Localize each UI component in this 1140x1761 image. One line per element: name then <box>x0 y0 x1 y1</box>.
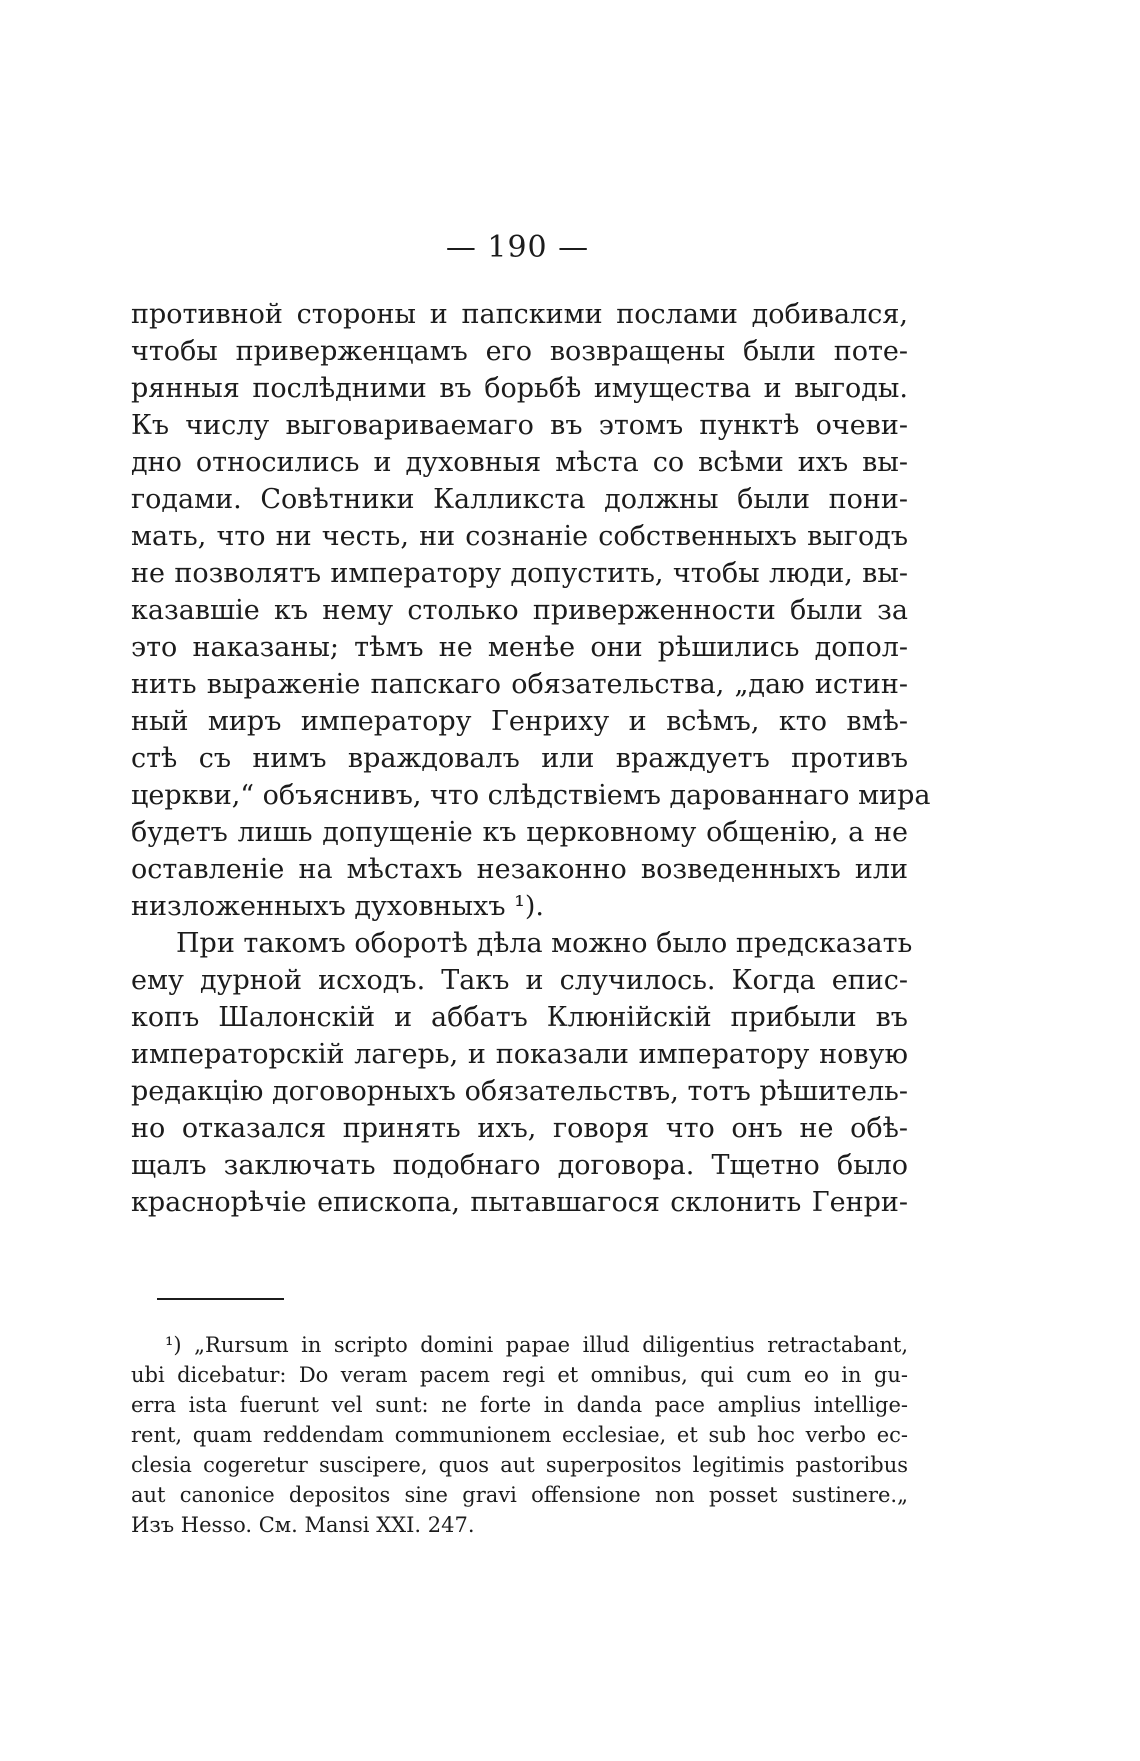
text-line: редакцію договорныхъ обязательствъ, тотъ рѣшитель- <box>131 1076 908 1107</box>
text-line: императорскій лагерь, и показали императору новую <box>131 1039 908 1070</box>
text-line: казавшіе къ нему столько приверженности были за <box>131 595 908 626</box>
footnote-line: aut canonice depositos sine gravi offensione non posset sustinere.„ <box>131 1483 908 1507</box>
footnote-line: ¹) „Rursum in scripto domini papae illud diligentius retractabant, <box>165 1333 908 1357</box>
text-line: не позволятъ императору допустить, чтобы люди, вы- <box>131 558 908 589</box>
text-line: стѣ съ нимъ враждовалъ или враждуетъ противъ <box>131 743 908 774</box>
text-line: противной стороны и папскими послами добивался, <box>131 299 908 330</box>
text-line: но отказался принять ихъ, говоря что онъ не обѣ- <box>131 1113 908 1144</box>
text-line: Къ числу выговариваемаго въ этомъ пунктѣ очеви- <box>131 410 908 441</box>
text-line: ему дурной исходъ. Такъ и случилось. Когда епис- <box>131 965 908 996</box>
footnote <box>131 1330 908 1540</box>
text-line: дно относились и духовныя мѣста со всѣми ихъ вы- <box>131 447 908 478</box>
text-line: копъ Шалонскій и аббатъ Клюнійскій прибыли въ <box>131 1002 908 1033</box>
main-text <box>131 296 931 1221</box>
text-line: нить выраженіе папскаго обязательства, „даю истин- <box>131 669 908 700</box>
text-line: церкви,“ объяснивъ, что слѣдствіемъ дарованнаго мира <box>131 780 931 811</box>
paragraph-end-line: низложенныхъ духовныхъ ¹). <box>131 891 545 922</box>
footnote-line: ubi dicebatur: Do veram pacem regi et omnibus, qui cum eo in gu- <box>131 1363 908 1387</box>
text-line: щалъ заключать подобнаго договора. Тщетно было <box>131 1150 908 1181</box>
text-line: оставленіе на мѣстахъ незаконно возведенныхъ или <box>131 854 908 885</box>
footnote-line: Изъ Hesso. См. Mansi XXI. 247. <box>131 1513 475 1537</box>
text-line: рянныя послѣдними въ борьбѣ имущества и выгоды. <box>131 373 908 404</box>
footnote-line: erra ista fuerunt vel sunt: ne forte in danda pace amplius intellige- <box>131 1393 908 1417</box>
footnote-line: rent, quam reddendam communionem ecclesiae, et sub hoc verbo ec- <box>131 1423 908 1447</box>
paragraph-start-line: При такомъ оборотѣ дѣла можно было предсказать <box>176 928 913 959</box>
text-line: это наказаны; тѣмъ не менѣе они рѣшились допол- <box>131 632 908 663</box>
text-line: мать, что ни честь, ни сознаніе собственныхъ выгодъ <box>131 521 908 552</box>
text-line: краснорѣчіе епископа, пытавшагося склонить Генри- <box>131 1187 908 1218</box>
text-line: чтобы приверженцамъ его возвращены были поте- <box>131 336 908 367</box>
page-number: — 190 — <box>445 230 590 265</box>
text-line: будетъ лишь допущеніе къ церковному общенію, а не <box>131 817 908 848</box>
text-line: годами. Совѣтники Калликста должны были пони- <box>131 484 908 515</box>
footnote-line: clesia cogeretur suscipere, quos aut superpositos legitimis pastoribus <box>131 1453 908 1477</box>
footnote-divider <box>157 1298 284 1300</box>
text-line: ный миръ императору Генриху и всѣмъ, кто вмѣ- <box>131 706 908 737</box>
